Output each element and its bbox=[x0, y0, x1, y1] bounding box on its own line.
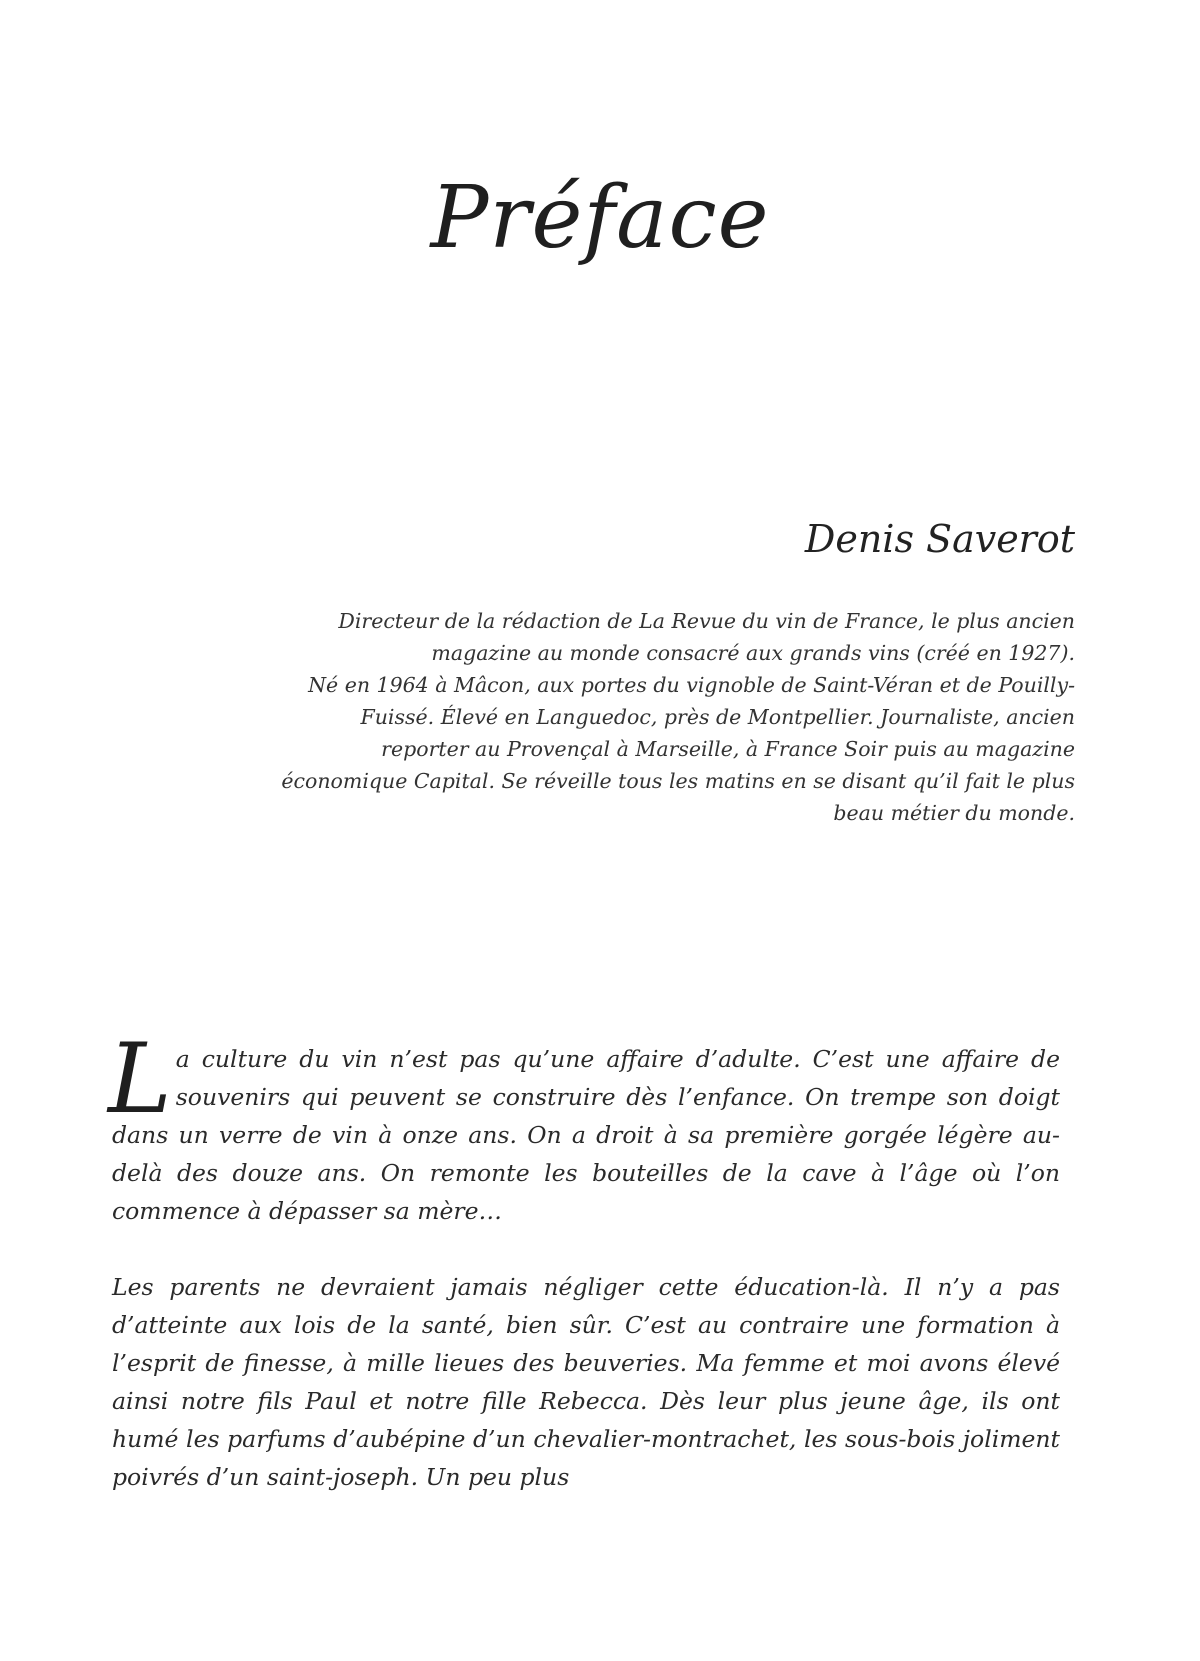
preface-body bbox=[108, 1023, 1060, 1496]
body-paragraph: Les parents ne devraient jamais négliger cette éducation-là. Il n’y a pas d’atteinte aux lois de la santé, bien sûr. C’est au contraire une formation à l’esprit de finesse, à mille lieues des beuveries. Ma femme et moi avons élevé ainsi notre fils Paul et notre fille Rebecca. Dès leur plus jeune âge, ils ont humé les parfums d’aubépine d’un chevalier-montrachet, les sous-bois joliment poivrés d’un saint-joseph. Un peu plus bbox=[112, 1273, 1060, 1491]
author-bio bbox=[275, 605, 1075, 829]
author-name: Denis Saverot bbox=[804, 517, 1075, 561]
body-paragraph bbox=[108, 1023, 1060, 1230]
page-title: Préface bbox=[430, 168, 770, 268]
body-paragraph-text: a culture du vin n’est pas qu’une affaire d’adulte. C’est une affaire de souvenirs qui peuvent se construire dès l’enfance. On trempe son doigt dans un verre de vin à onze ans. On a droit à sa première gorgée légère au-delà des douze ans. On remonte les bouteilles de la cave à l’âge où l’on commence à dépasser sa mère… bbox=[112, 1045, 1060, 1225]
bio-paragraph: Directeur de la rédaction de La Revue du vin de France, le plus ancien magazine au monde consacré aux grands vins (créé en 1927). bbox=[338, 609, 1075, 665]
bio-paragraph: Né en 1964 à Mâcon, aux portes du vignoble de Saint-Véran et de Pouilly-Fuissé. Élevé en Languedoc, près de Montpellier. Journaliste, ancien reporter au Provençal à Marseille, à France Soir puis au magazine économique Capital. Se réveille tous les matins en se disant qu’il fait le plus beau métier du monde. bbox=[281, 673, 1075, 825]
drop-cap: L bbox=[108, 1023, 172, 1135]
